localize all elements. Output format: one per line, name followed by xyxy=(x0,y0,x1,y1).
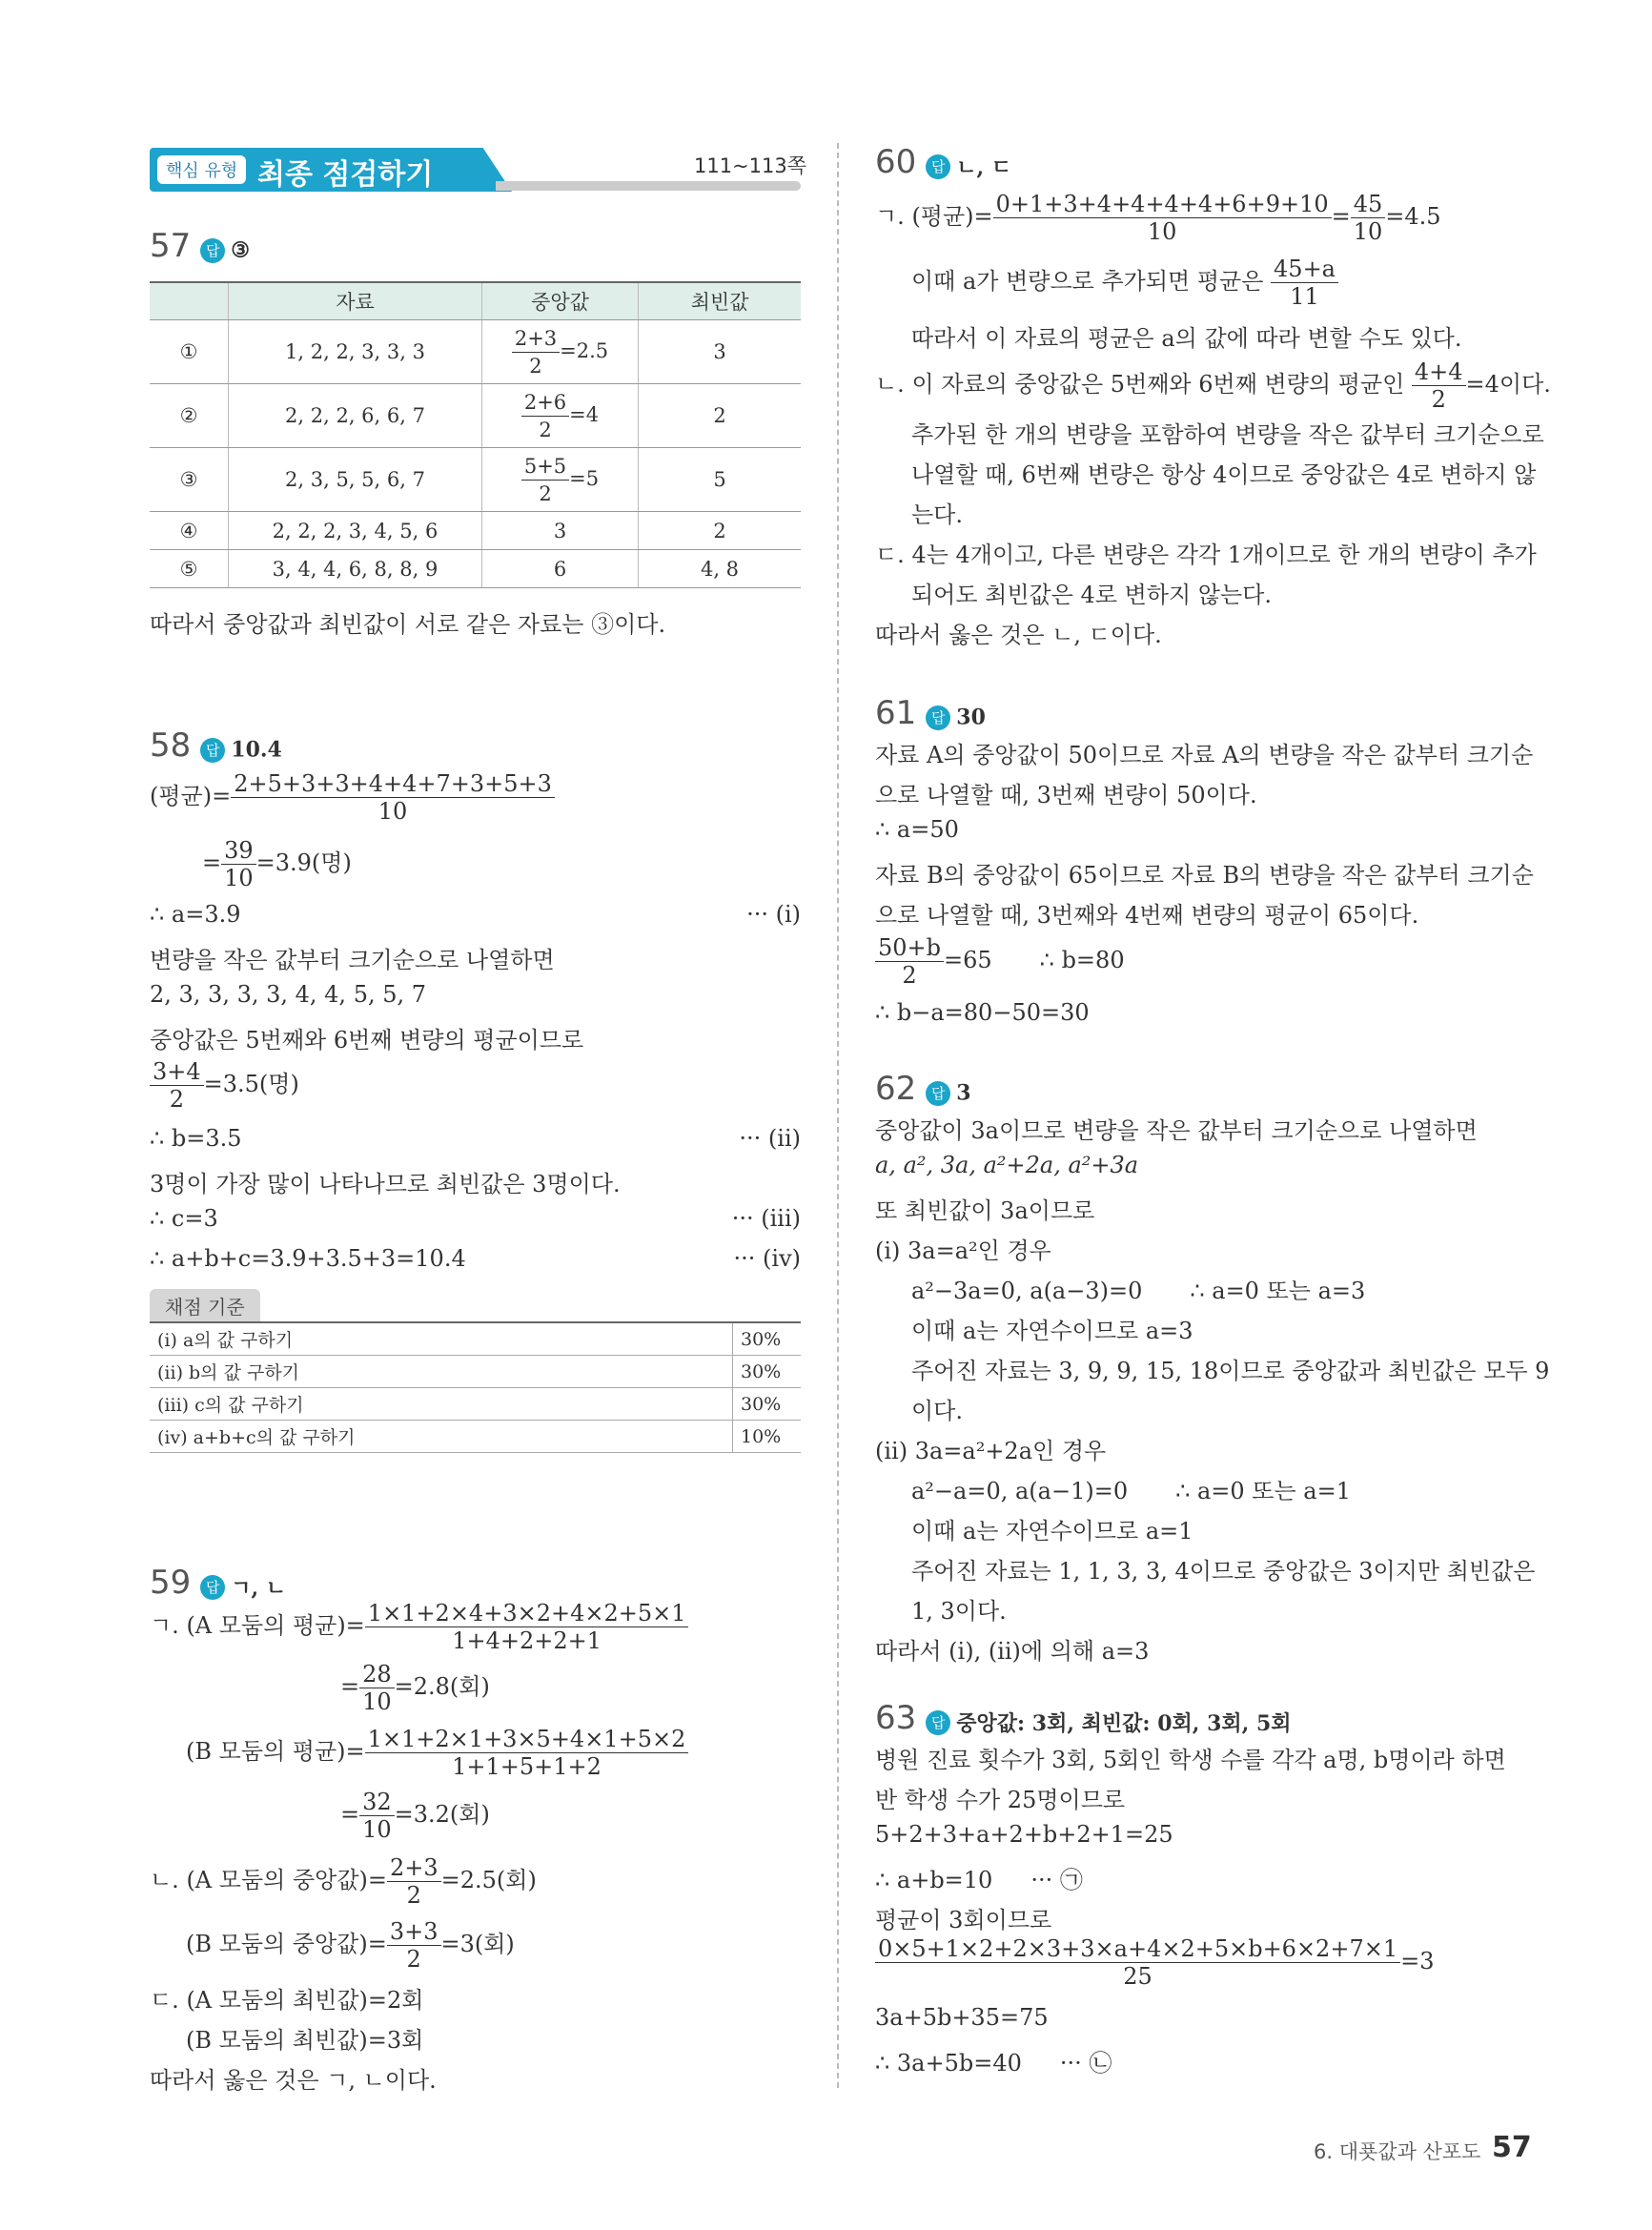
answer-badge-icon: 답 xyxy=(200,738,225,763)
q59-a-mean-result: = $\frac{28}{10}$ =2.8(회) xyxy=(340,1661,490,1715)
q58-c-result: ∴ c=3 ··· (iii) xyxy=(150,1205,801,1232)
column-divider xyxy=(837,143,839,2088)
q60-median: ㄴ. 이 자료의 중앙값은 5번째와 6번째 변량의 평균인 $\frac{4+4}{2}$ =4이다. xyxy=(875,358,1551,413)
q58-text: 중앙값은 5번째와 6번째 변량의 평균이므로 xyxy=(150,1027,584,1054)
table-row: (iii) c의 값 구하기 30% xyxy=(150,1388,801,1421)
q58-mean-line2: = $\frac{39}{10}$ =3.9(명) xyxy=(202,837,352,891)
q58-sorted-data: 2, 3, 3, 3, 3, 4, 4, 5, 5, 7 xyxy=(150,981,427,1008)
answer-badge-icon: 답 xyxy=(200,1575,225,1600)
q61-text: 자료 A의 중앙값이 50이므로 자료 A의 변량을 작은 값부터 크기순 xyxy=(875,742,1534,768)
core-type-badge: 핵심 유형 xyxy=(157,155,246,184)
q63-sum-eq: 5+2+3+a+2+b+2+1=25 xyxy=(875,1821,1173,1848)
footer-chapter: 6. 대푯값과 산포도 xyxy=(1314,2140,1481,2163)
table-row: ⑤ 3, 4, 4, 6, 8, 8, 9 6 4, 8 xyxy=(150,550,801,588)
q62-text: 이때 a는 자연수이므로 a=1 xyxy=(911,1518,1193,1545)
q58-text: 3명이 가장 많이 나타나므로 최빈값은 3명이다. xyxy=(150,1171,621,1197)
table-row: (ii) b의 값 구하기 30% xyxy=(150,1356,801,1388)
answer-badge-icon: 답 xyxy=(926,1081,950,1106)
q60-mean: ㄱ. (평균)= $\frac{0+1+3+4+4+4+4+6+9+10}{10}$ = $\frac{45}{10}$ =4.5 xyxy=(875,191,1441,245)
q61-text: 자료 B의 중앙값이 65이므로 자료 B의 변량을 작은 값부터 크기순 xyxy=(875,862,1534,889)
q60-text: 따라서 이 자료의 평균은 a의 값에 따라 변할 수도 있다. xyxy=(911,325,1462,352)
q62-conclusion: 따라서 (i), (ii)에 의해 a=3 xyxy=(875,1638,1150,1665)
question-62-heading: 62 답 3 xyxy=(875,1070,971,1108)
q62-text: 또 최빈값이 3a이므로 xyxy=(875,1197,1095,1224)
answer-badge-icon: 답 xyxy=(200,238,225,263)
question-63-heading: 63 답 중앙값: 3회, 최빈값: 0회, 3회, 5회 xyxy=(875,1699,1292,1737)
q61-a-result: ∴ a=50 xyxy=(875,816,959,843)
q62-text: 주어진 자료는 3, 9, 9, 15, 18이므로 중앙값과 최빈값은 모두 9 xyxy=(911,1358,1550,1384)
q59-conclusion: 따라서 옳은 것은 ㄱ, ㄴ이다. xyxy=(150,2067,437,2094)
question-61-heading: 61 답 30 xyxy=(875,694,986,732)
q60-text: ㄷ. 4는 4개이고, 다른 변량은 각각 1개이므로 한 개의 변량이 추가 xyxy=(875,542,1537,568)
table-row: ④ 2, 2, 2, 3, 4, 5, 6 3 2 xyxy=(150,512,801,550)
q60-text: 나열할 때, 6번째 변량은 항상 4이므로 중앙값은 4로 변하지 않 xyxy=(911,461,1537,488)
answer-badge-icon: 답 xyxy=(926,154,950,179)
q59-a-mean: ㄱ. (A 모둠의 평균)= $\frac{1\times 1+2\times 4+3\times 2+4\times 2+5\times 1}{1+4+2+2+1}$ xyxy=(150,1600,688,1654)
question-58-heading: 58 답 10.4 xyxy=(150,726,282,765)
q59-b-mean: (B 모둠의 평균)= $\frac{1\times 1+2\times 1+3\times 5+4\times 1+5\times 2}{1+1+5+1+2}$ xyxy=(186,1726,688,1780)
section-header-underline xyxy=(496,181,801,191)
q63-mean-eq: $\frac{0\times 5+1\times 2+2\times 3+3\times a+4\times 2+5\times b+6\times 2+7\times 1}{25}$ =3 xyxy=(875,1935,1434,1990)
q58-sum-result: ∴ a+b+c=3.9+3.5+3=10.4 ··· (iv) xyxy=(150,1245,801,1272)
q58-mean-line1: (평균)= $\frac{2+5+3+3+4+4+7+3+5+3}{10}$ xyxy=(150,770,555,825)
q62-text: 이다. xyxy=(911,1398,963,1424)
q60-conclusion: 따라서 옳은 것은 ㄴ, ㄷ이다. xyxy=(875,622,1162,648)
q59-b-median: (B 모둠의 중앙값)= $\frac{3+3}{2}$ =3(회) xyxy=(186,1918,515,1973)
q62-text: 1, 3이다. xyxy=(911,1598,1007,1625)
page-range: 111~113쪽 xyxy=(694,154,807,177)
table-row: ③ 2, 3, 5, 5, 6, 7 $\frac{5+5}{2}$ =5 5 xyxy=(150,448,801,512)
q60-text: 추가된 한 개의 변량을 포함하여 변량을 작은 값부터 크기순으로 xyxy=(911,421,1544,448)
q59-a-mode: ㄷ. (A 모둠의 최빈값)=2회 xyxy=(150,1987,424,2014)
q59-b-mode: (B 모둠의 최빈값)=3회 xyxy=(186,2027,424,2054)
q62-case-i: (i) 3a=a²인 경우 xyxy=(875,1238,1051,1264)
q58-a-result: ∴ a=3.9 ··· (i) xyxy=(150,901,801,928)
question-60-heading: 60 답 ㄴ, ㄷ xyxy=(875,143,1012,181)
q62-sorted: a, a², 3a, a²+2a, a²+3a xyxy=(875,1152,1139,1178)
question-57-heading: 57 답 ③ xyxy=(150,227,250,265)
q57-table: 자료 중앙값 최빈값 ① 1, 2, 2, 3, 3, 3 $\frac{2+3}{2}$ =2.5 3 ② 2, 2, 2, 6, 6, 7 $\frac{2+6}{2}$ =4 2 ③ 2, 3, 5, 5, 6, 7 $\frac{5+5}{2}$ =5 5 ④ 2, 2, 2, 3, 4, 5, 6 3 2 ⑤ 3, 4, 4, 6, 8, 8, 9 6 4, 8 xyxy=(150,281,801,588)
table-row: ② 2, 2, 2, 6, 6, 7 $\frac{2+6}{2}$ =4 2 xyxy=(150,384,801,448)
q61-text: 으로 나열할 때, 3번째와 4번째 변량의 평균이 65이다. xyxy=(875,902,1419,929)
page-number: 57 xyxy=(1492,2131,1532,2164)
q58-b-result: ∴ b=3.5 ··· (ii) xyxy=(150,1125,801,1152)
q61-result: ∴ b−a=80−50=30 xyxy=(875,999,1090,1026)
q60-new-mean: 이때 a가 변량으로 추가되면 평균은 $\frac{45+a}{11}$ xyxy=(911,256,1338,310)
grading-criteria-tab: 채점 기준 xyxy=(150,1289,260,1322)
q63-eq: 3a+5b+35=75 xyxy=(875,2004,1049,2031)
answer-badge-icon: 답 xyxy=(926,1710,950,1735)
q58-text: 변량을 작은 값부터 크기순으로 나열하면 xyxy=(150,947,555,973)
q62-case-i-eq: a²−3a=0, a(a−3)=0 ∴ a=0 또는 a=3 xyxy=(911,1278,1366,1304)
q62-case-ii: (ii) 3a=a²+2a인 경우 xyxy=(875,1438,1107,1464)
answer-badge-icon: 답 xyxy=(926,706,950,730)
q60-text: 는다. xyxy=(911,501,963,528)
q62-text: 중앙값이 3a이므로 변량을 작은 값부터 크기순으로 나열하면 xyxy=(875,1117,1478,1144)
q61-text: 으로 나열할 때, 3번째 변량이 50이다. xyxy=(875,782,1257,808)
q62-text: 이때 a는 자연수이므로 a=3 xyxy=(911,1318,1193,1344)
q58-median-calc: $\frac{3+4}{2}$ =3.5(명) xyxy=(150,1058,299,1113)
q63-text: 반 학생 수가 25명이므로 xyxy=(875,1787,1126,1813)
question-59-heading: 59 답 ㄱ, ㄴ xyxy=(150,1564,287,1602)
q60-text: 되어도 최빈값은 4로 변하지 않는다. xyxy=(911,582,1272,608)
q62-case-ii-eq: a²−a=0, a(a−1)=0 ∴ a=0 또는 a=1 xyxy=(911,1478,1351,1504)
table-row: (i) a의 값 구하기 30% xyxy=(150,1322,801,1356)
q57-conclusion: 따라서 중앙값과 최빈값이 서로 같은 자료는 ③이다. xyxy=(150,611,666,638)
q63-text: 병원 진료 횟수가 3회, 5회인 학생 수를 각각 a명, b명이라 하면 xyxy=(875,1747,1506,1773)
q63-text: 평균이 3회이므로 xyxy=(875,1907,1052,1933)
q61-b-calc: $\frac{50+b}{2}$ =65 ∴ b=80 xyxy=(875,934,1125,989)
q59-b-mean-result: = $\frac{32}{10}$ =3.2(회) xyxy=(340,1789,490,1843)
section-title: 최종 점검하기 xyxy=(257,158,434,192)
table-row: ① 1, 2, 2, 3, 3, 3 $\frac{2+3}{2}$ =2.5 3 xyxy=(150,320,801,384)
q63-eq2: ∴ 3a+5b=40 ··· ㉡ xyxy=(875,2050,1112,2077)
q63-eq1: ∴ a+b=10 ··· ㉠ xyxy=(875,1867,1083,1893)
grading-table xyxy=(150,1321,801,1453)
q62-text: 주어진 자료는 1, 1, 3, 3, 4이므로 중앙값은 3이지만 최빈값은 xyxy=(911,1558,1536,1585)
table-row: (iv) a+b+c의 값 구하기 10% xyxy=(150,1421,801,1453)
q59-a-median: ㄴ. (A 모둠의 중앙값)= $\frac{2+3}{2}$ =2.5(회) xyxy=(150,1854,537,1909)
